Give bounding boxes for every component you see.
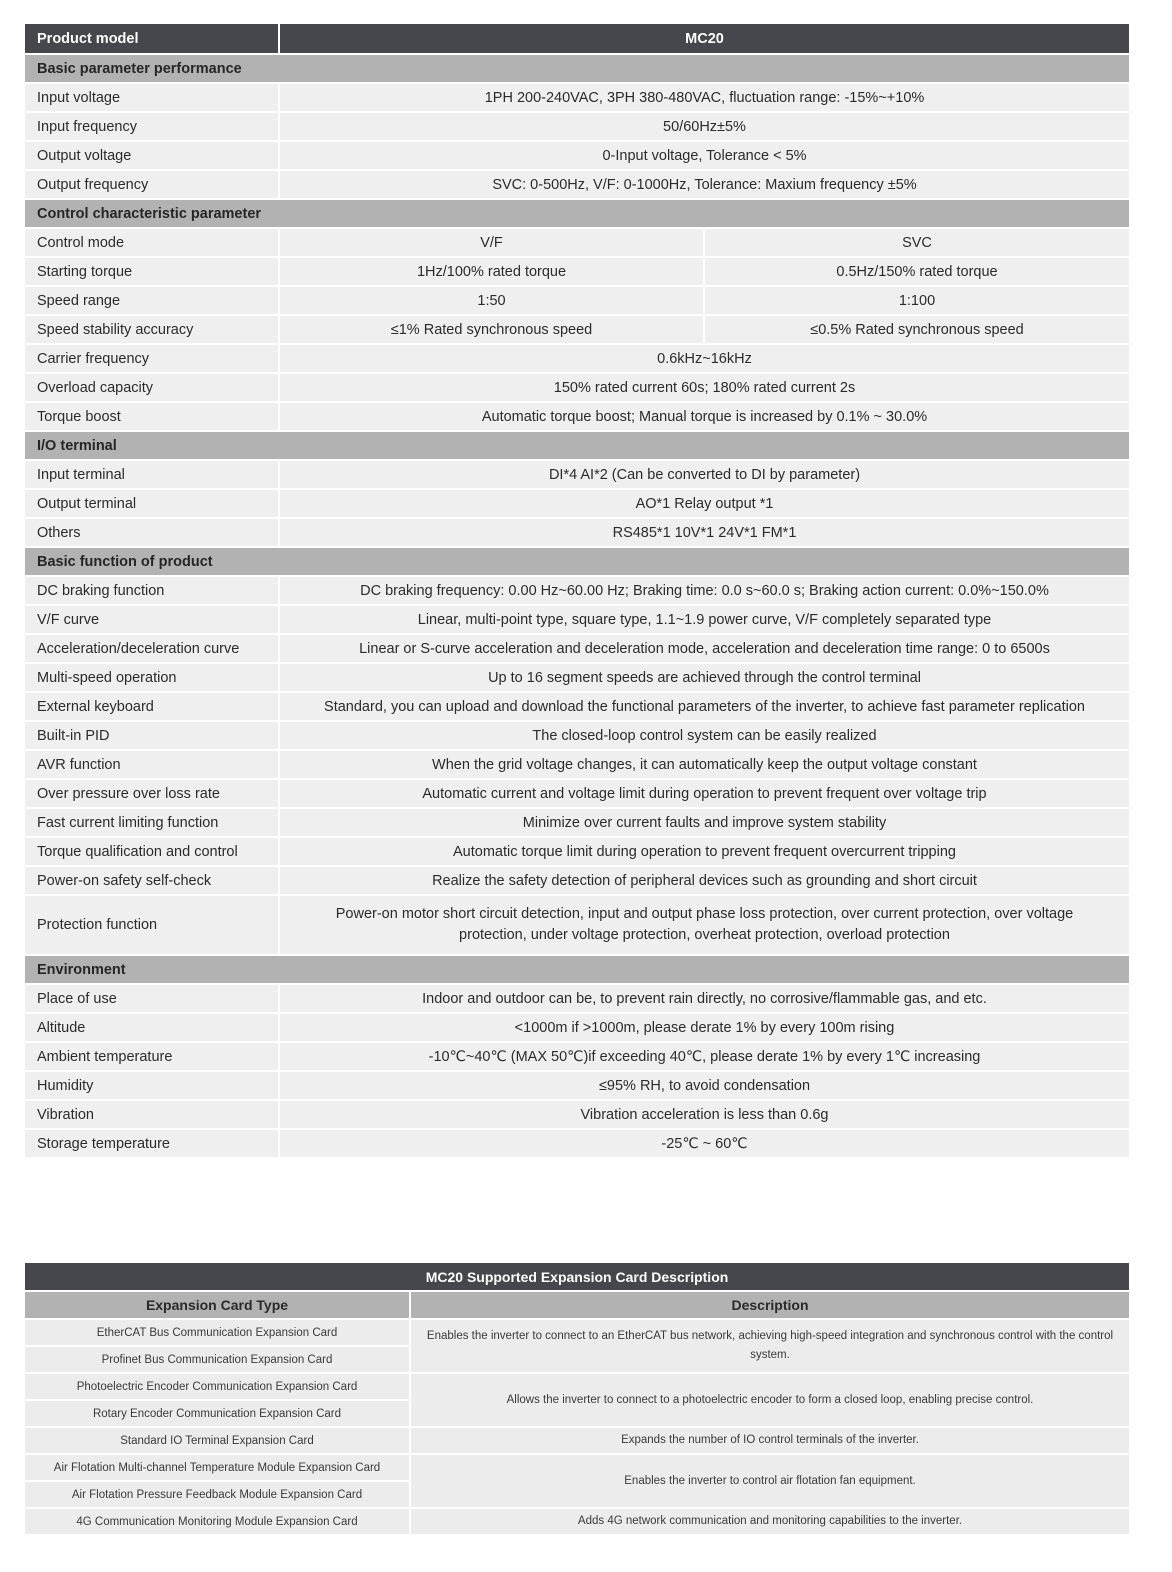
expansion-column-header-row (24, 1291, 1130, 1319)
table-row (24, 518, 1130, 547)
row-value: The closed-loop control system can be easily realized (279, 721, 1130, 750)
table-row (24, 634, 1130, 663)
table-row (24, 750, 1130, 779)
table-row (24, 1373, 1130, 1400)
row-value-vf: V/F (279, 228, 704, 257)
table-row (24, 1427, 1130, 1454)
row-value: Minimize over current faults and improve system stability (279, 808, 1130, 837)
row-label: Others (24, 518, 279, 547)
table-row (24, 1100, 1130, 1129)
row-value-vf: 1:50 (279, 286, 704, 315)
card-type: Photoelectric Encoder Communication Expansion Card (24, 1373, 410, 1400)
table-row (24, 228, 1130, 257)
row-value-svc: ≤0.5% Rated synchronous speed (704, 315, 1130, 344)
section-row (24, 547, 1130, 576)
table-row (24, 489, 1130, 518)
table-row (24, 1013, 1130, 1042)
row-label: Storage temperature (24, 1129, 279, 1158)
card-description: Enables the inverter to connect to an EtherCAT bus network, achieving high-speed integration and synchronous control with the control system. (410, 1319, 1130, 1373)
row-label: Altitude (24, 1013, 279, 1042)
spec-table-container (23, 22, 1129, 1159)
expansion-title-row (24, 1262, 1130, 1291)
table-header-row (24, 23, 1130, 54)
row-label: Protection function (24, 895, 279, 955)
column-header-description: Description (410, 1291, 1130, 1319)
row-value: RS485*1 10V*1 24V*1 FM*1 (279, 518, 1130, 547)
row-value-vf: ≤1% Rated synchronous speed (279, 315, 704, 344)
row-label: V/F curve (24, 605, 279, 634)
card-description: Adds 4G network communication and monitoring capabilities to the inverter. (410, 1508, 1130, 1535)
section-title: Basic parameter performance (24, 54, 1130, 83)
table-row (24, 721, 1130, 750)
row-label: Fast current limiting function (24, 808, 279, 837)
row-value-svc: 0.5Hz/150% rated torque (704, 257, 1130, 286)
column-header-type: Expansion Card Type (24, 1291, 410, 1319)
row-value: Indoor and outdoor can be, to prevent rain directly, no corrosive/flammable gas, and etc. (279, 984, 1130, 1013)
row-value: 0-Input voltage, Tolerance < 5% (279, 141, 1130, 170)
table-row (24, 1454, 1130, 1481)
table-row (24, 692, 1130, 721)
row-value: When the grid voltage changes, it can automatically keep the output voltage constant (279, 750, 1130, 779)
section-title: Control characteristic parameter (24, 199, 1130, 228)
table-row (24, 984, 1130, 1013)
card-description: Expands the number of IO control terminals of the inverter. (410, 1427, 1130, 1454)
table-row (24, 663, 1130, 692)
spec-table (23, 22, 1131, 1159)
section-row (24, 54, 1130, 83)
row-value: Standard, you can upload and download the functional parameters of the inverter, to achieve fast parameter replication (279, 692, 1130, 721)
row-label: Place of use (24, 984, 279, 1013)
table-row (24, 286, 1130, 315)
row-value: -10℃~40℃ (MAX 50℃)if exceeding 40℃, please derate 1% by every 1℃ increasing (279, 1042, 1130, 1071)
row-label: Carrier frequency (24, 344, 279, 373)
table-row (24, 344, 1130, 373)
card-type: Rotary Encoder Communication Expansion Card (24, 1400, 410, 1427)
expansion-title: MC20 Supported Expansion Card Description (24, 1262, 1130, 1291)
row-value: Automatic current and voltage limit during operation to prevent frequent over voltage trip (279, 779, 1130, 808)
table-row (24, 315, 1130, 344)
row-value-vf: 1Hz/100% rated torque (279, 257, 704, 286)
row-value: <1000m if >1000m, please derate 1% by every 100m rising (279, 1013, 1130, 1042)
section-row (24, 199, 1130, 228)
row-value: DC braking frequency: 0.00 Hz~60.00 Hz; Braking time: 0.0 s~60.0 s; Braking action current: 0.0%~150.0% (279, 576, 1130, 605)
card-type: 4G Communication Monitoring Module Expansion Card (24, 1508, 410, 1535)
table-row (24, 141, 1130, 170)
section-row (24, 431, 1130, 460)
table-row (24, 170, 1130, 199)
table-row (24, 1071, 1130, 1100)
row-label: Control mode (24, 228, 279, 257)
table-row (24, 779, 1130, 808)
row-label: Vibration (24, 1100, 279, 1129)
section-title: I/O terminal (24, 431, 1130, 460)
row-value: 1PH 200-240VAC, 3PH 380-480VAC, fluctuation range: -15%~+10% (279, 83, 1130, 112)
row-label: Overload capacity (24, 373, 279, 402)
card-type: Air Flotation Multi-channel Temperature Module Expansion Card (24, 1454, 410, 1481)
row-value: SVC: 0-500Hz, V/F: 0-1000Hz, Tolerance: Maxium frequency ±5% (279, 170, 1130, 199)
row-label: Speed range (24, 286, 279, 315)
row-label: Speed stability accuracy (24, 315, 279, 344)
product-model-value: MC20 (279, 23, 1130, 54)
row-label: Power-on safety self-check (24, 866, 279, 895)
table-row (24, 808, 1130, 837)
row-value: Linear or S-curve acceleration and deceleration mode, acceleration and deceleration time range: 0 to 6500s (279, 634, 1130, 663)
row-value: ≤95% RH, to avoid condensation (279, 1071, 1130, 1100)
row-label: Torque qualification and control (24, 837, 279, 866)
row-label: AVR function (24, 750, 279, 779)
card-type: Profinet Bus Communication Expansion Card (24, 1346, 410, 1373)
row-value: -25℃ ~ 60℃ (279, 1129, 1130, 1158)
expansion-card-table (23, 1261, 1131, 1536)
table-row (24, 373, 1130, 402)
table-row (24, 402, 1130, 431)
section-title: Basic function of product (24, 547, 1130, 576)
table-row (24, 895, 1130, 955)
row-value: Automatic torque limit during operation to prevent frequent overcurrent tripping (279, 837, 1130, 866)
table-row (24, 866, 1130, 895)
table-row (24, 1319, 1130, 1346)
card-type: Air Flotation Pressure Feedback Module Expansion Card (24, 1481, 410, 1508)
row-value: Automatic torque boost; Manual torque is increased by 0.1% ~ 30.0% (279, 402, 1130, 431)
table-row (24, 1508, 1130, 1535)
row-value: 50/60Hz±5% (279, 112, 1130, 141)
row-value-svc: SVC (704, 228, 1130, 257)
row-value: Vibration acceleration is less than 0.6g (279, 1100, 1130, 1129)
row-label: DC braking function (24, 576, 279, 605)
card-description: Allows the inverter to connect to a photoelectric encoder to form a closed loop, enabling precise control. (410, 1373, 1130, 1427)
row-label: Input voltage (24, 83, 279, 112)
table-row (24, 112, 1130, 141)
row-value: Up to 16 segment speeds are achieved through the control terminal (279, 663, 1130, 692)
product-model-label: Product model (24, 23, 279, 54)
row-label: Input terminal (24, 460, 279, 489)
section-row (24, 955, 1130, 984)
table-row (24, 1042, 1130, 1071)
section-title: Environment (24, 955, 1130, 984)
row-value: Power-on motor short circuit detection, input and output phase loss protection, over current protection, over voltage protection, under voltage protection, overheat protection, overload protection (279, 895, 1130, 955)
table-row (24, 605, 1130, 634)
table-row (24, 460, 1130, 489)
table-row (24, 1129, 1130, 1158)
row-label: Acceleration/deceleration curve (24, 634, 279, 663)
row-label: Input frequency (24, 112, 279, 141)
table-row (24, 837, 1130, 866)
table-row (24, 257, 1130, 286)
row-value: 150% rated current 60s; 180% rated current 2s (279, 373, 1130, 402)
row-label: Multi-speed operation (24, 663, 279, 692)
row-label: Torque boost (24, 402, 279, 431)
row-label: Over pressure over loss rate (24, 779, 279, 808)
row-value: AO*1 Relay output *1 (279, 489, 1130, 518)
card-type: Standard IO Terminal Expansion Card (24, 1427, 410, 1454)
row-label: Output voltage (24, 141, 279, 170)
row-value-svc: 1:100 (704, 286, 1130, 315)
row-value: Realize the safety detection of peripheral devices such as grounding and short circuit (279, 866, 1130, 895)
row-label: Output frequency (24, 170, 279, 199)
row-value: 0.6kHz~16kHz (279, 344, 1130, 373)
row-label: Ambient temperature (24, 1042, 279, 1071)
row-label: Starting torque (24, 257, 279, 286)
row-label: Output terminal (24, 489, 279, 518)
row-label: Built-in PID (24, 721, 279, 750)
row-value: Linear, multi-point type, square type, 1.1~1.9 power curve, V/F completely separated type (279, 605, 1130, 634)
row-value: DI*4 AI*2 (Can be converted to DI by parameter) (279, 460, 1130, 489)
table-row (24, 83, 1130, 112)
row-label: External keyboard (24, 692, 279, 721)
card-description: Enables the inverter to control air flotation fan equipment. (410, 1454, 1130, 1508)
row-label: Humidity (24, 1071, 279, 1100)
card-type: EtherCAT Bus Communication Expansion Card (24, 1319, 410, 1346)
table-row (24, 576, 1130, 605)
